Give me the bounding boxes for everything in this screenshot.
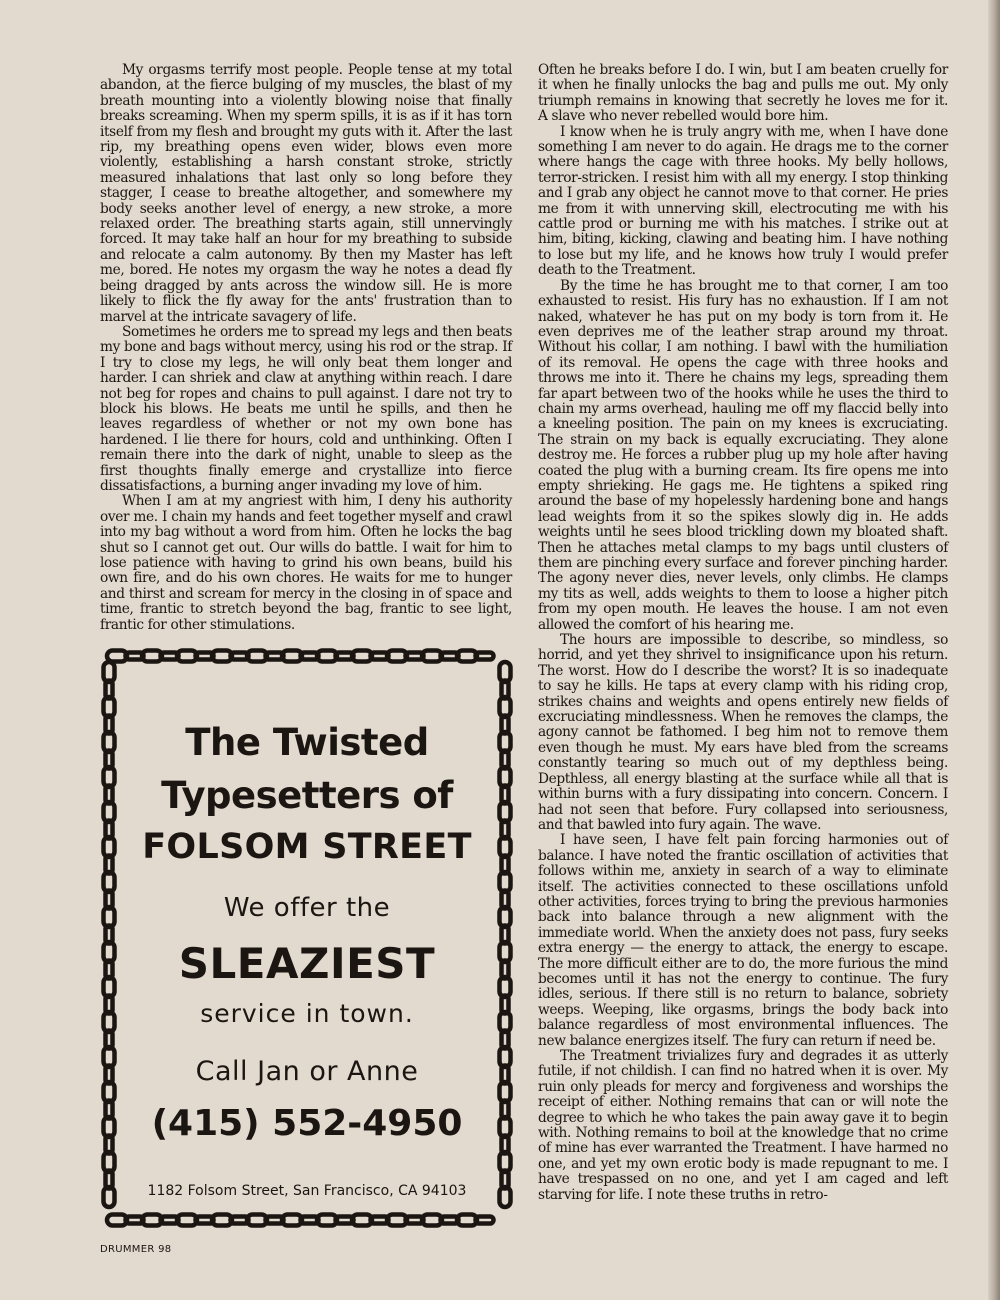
ad-title-line-2: Typesetters of (161, 774, 453, 817)
ad-title-line-1: The Twisted (185, 721, 429, 764)
ad-service-text: service in town. (200, 999, 414, 1028)
left-text-column (100, 63, 512, 633)
ad-highlight-text: SLEAZIEST (178, 939, 436, 988)
ad-title-line-3: FOLSOM STREET (142, 827, 472, 867)
paragraph: I know when he is truly angry with me, when I have done something I am never to do again. He drags me to the corner where hangs the cage with three hooks. My belly hollows, terror-stricken. I resist him with all my energy. I stop thinking and I grab any object he cannot move to that corner. He pries me from it with unnerving skill, electrocuting me with his cattle prod or burning me with his matches. I strike out at him, biting, kicking, clawing and beating him. I have nothing to lose but my life, and he knows how truly I would prefer death to the Treatment. (538, 123, 948, 279)
paragraph: The hours are impossible to describe, so mindless, so horrid, and yet they shrivel to insignificance upon his return. The worst. How do I describe the worst? It is so inadequate to say he kills. He taps at every clamp with his riding crop, strikes chains and weights and opens entirely new fields of excruciating mindlessness. When he removes the clamps, the agony cannot be fathomed. I beg him not to remove them even though he must. My ears have bled from the screams constantly tearing so much out of my depthless being. Depthless, all energy blasting at the surface while all that is within burns with a fury dissipating into concern. Concern. I had not seen that before. Fury collapsed into seriousness, and that bawled into fury again. The wave. (538, 632, 948, 833)
paragraph: Often he breaks before I do. I win, but I am beaten cruelly for it when he finally unlocks the bag and pulls me out. My only triumph remains in knowing that secretly he loves me for it. A slave who never rebelled would bore him. (538, 62, 948, 125)
paragraph: My orgasms terrify most people. People tense at my total abandon, at the fierce bulging of my muscles, the blast of my breath mounting into a violently blowing noise that finally breaks screaming. When my sperm spills, it is as if it has torn itself from my flesh and brought my guts with it. After the last rip, my breathing opens even wider, blows even more violently, establishing a harsh constant stroke, strictly measured inhalations that last only so long before they stagger, I cease to breathe altogether, and somewhere my body seeks another level of energy, a new stroke, a more relaxed order. The breathing starts again, still unnervingly forced. It may take half an hour for my breathing to subside and relocate a calm autonomy. By then my Master has left me, bored. He notes my orgasm the way he notes a dead fly being dragged by ants across the window sill. He is more likely to flick the fly away for the ants' frustration than to marvel at the intricate savagery of life. (100, 62, 512, 325)
page-folio: DRUMMER 98 (100, 1244, 172, 1255)
typesetters-advertisement (100, 647, 514, 1229)
paragraph: The Treatment trivializes fury and degrades it as utterly futile, if not childish. I can find no hatred when it is over. My ruin only pleads for mercy and forgiveness and worships the receipt of either. Nothing remains that can or will note the degree to which he who takes the pain away gave it to begin with. Nothing remains to boil at the knowledge that no crime of mine has ever warranted the Treatment. I have harmed no one, and yet my own erotic body is made repugnant to me. I have trespassed on no one, and yet I am caged and left starving for life. I note these truths in retro- (538, 1048, 948, 1203)
paragraph: By the time he has brought me to that corner, I am too exhausted to resist. His fury has no exhaustion. If I am not naked, whatever he has put on my body is torn from it. He even deprives me of the leather strap around my throat. Without his collar, I am nothing. I bawl with the humiliation of its removal. He opens the cage with three hooks and throws me into it. There he chains my legs, spreading them far apart between two of the hooks while he uses the third to chain my arms overhead, hauling me off my flaccid belly into a kneeling position. The pain on my knees is excruciating. The strain on my back is equally excruciating. They alone destroy me. He forces a rubber plug up my hole after having coated the plug with a burning cream. Its fire opens me into empty shrieking. He gags me. He tightens a spiked ring around the base of my hopelessly hardening bone and hangs lead weights from it so the spikes slowly dig in. He adds weights until he sees blood trickling down my bloated shaft. Then he attaches metal clamps to my bags until clusters of them are pinching every surface and forever pinching harder. The agony never dies, never levels, only climbs. He clamps my tits as well, adds weights to them to loose a higher pitch from my open mouth. He leaves the house. I am not even allowed the comfort of his hearing me. (538, 277, 948, 633)
ad-offer-text: We offer the (223, 893, 391, 923)
ad-address: 1182 Folsom Street, San Francisco, CA 94103 (147, 1183, 467, 1199)
paragraph: Sometimes he orders me to spread my legs and then beats my bone and bags without mercy, using his rod or the strap. If I try to close my legs, he will only beat them longer and harder. I can shriek and claw at anything within reach. I dare not beg for ropes and chains to pull against. I dare not try to block his blows. He beats me until he spills, and then he leaves regardless of whether or not my own bone has hardened. I lie there for hours, cold and unthinking. Often I remain there into the dark of night, unable to sleep as the first thoughts finally emerge and crystallize into fierce dissatisfactions, a burning anger invading my love of him. (100, 323, 512, 494)
page-edge (988, 0, 1000, 1300)
ad-phone-number: (415) 552-4950 (151, 1103, 463, 1144)
right-text-column (538, 63, 948, 1203)
ad-content (124, 671, 490, 1205)
paragraph: When I am at my angriest with him, I deny his authority over me. I chain my hands and feet together myself and crawl into my bag without a word from him. Often he locks the bag shut so I cannot get out. Our wills do battle. I wait for him to lose patience with having to grind his own beans, build his own fire, and do his own chores. He waits for me to hunger and thirst and scream for mercy in the closing in of space and time, frantic to stretch beyond the bag, frantic to see light, frantic for other stimulations. (100, 493, 512, 633)
paragraph: I have seen, I have felt pain forcing harmonies out of balance. I have noted the frantic oscillation of activities that follows within me, anxiety in search of a way to eliminate itself. The activities connected to these oscillations unfold other activities, forces trying to bring the previous harmonies back into balance through a new alignment with the immediate world. When the anxiety does not pass, fury seeks extra energy — the energy to attack, the energy to escape. The more difficult either are to do, the more furious the mind becomes until it has not the energy to continue. The fury idles, serious. If there still is no return to balance, sobriety weeps. Weeping, like orgasms, brings the body back into balance regardless of most environmental influences. The new balance energizes itself. The fury can return if need be. (538, 832, 948, 1049)
ad-call-text: Call Jan or Anne (195, 1056, 419, 1087)
